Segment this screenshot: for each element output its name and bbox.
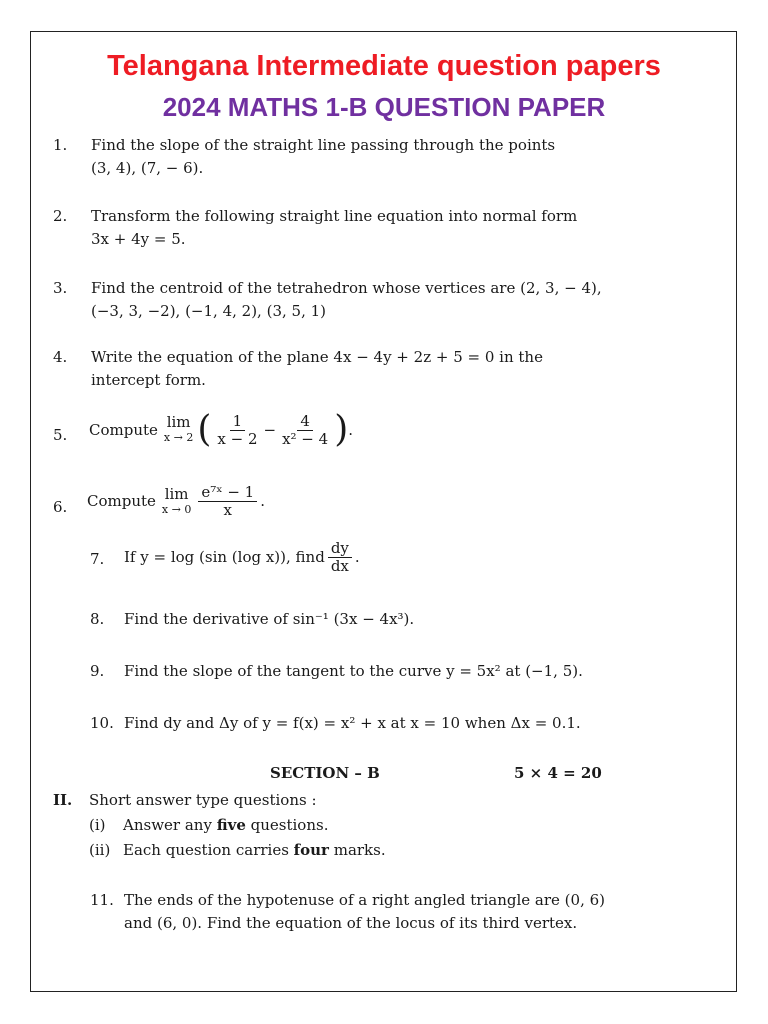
fraction: $\frac{\text{e⁷ˣ − 1}}{x}$ [198,484,257,519]
fraction-2: $\frac{4}{\text{x² − 4}}$ [282,411,329,448]
question-number: 2. [53,207,68,225]
question-text: Find dy and Δy of y = f(x) = x² + x at x = 10 when Δx = 0.1. [124,714,581,732]
compute-label: Compute [89,420,158,439]
question-number: 4. [53,348,68,366]
question-number: 5. [53,426,68,444]
question-number: 7. [90,550,105,568]
instruction-ii: (ii) Each question carries four marks. [89,841,386,859]
question-number: 9. [90,662,105,680]
question-number: 8. [90,610,105,628]
compute-label: Compute [87,492,156,510]
question-text: If y = log (sin (log x)), find [124,548,325,566]
question-number: 3. [53,279,68,297]
fraction: $\frac{dy}{dx}$ [328,540,352,575]
page-title: Telangana Intermediate question papers [107,50,661,82]
instructions-heading: Short answer type questions : [89,791,317,809]
limit-operator: lim x → 2 [163,413,194,444]
question-text-line1: The ends of the hypotenuse of a right angled triangle are (0, 6) [124,891,606,909]
question-text-line2: and (6, 0). Find the equation of the locus of its third vertex. [124,914,578,932]
question-number: 1. [53,136,68,154]
question-number: 6. [53,498,68,516]
instruction-i: (i) Answer any five questions. [89,816,329,834]
question-text-line1: Transform the following straight line equation into normal form [91,207,578,225]
question-text-line2: (3, 4), (7, − 6). [91,159,204,177]
section-title: SECTION – B [270,764,380,782]
question-text-line2: intercept form. [91,371,206,389]
section-number: II. [53,791,73,809]
question-number: 11. [90,891,114,909]
question-text-line1: Find the centroid of the tetrahedron whose vertices are (2, 3, − 4), [91,279,602,297]
question-text-line1: Find the slope of the straight line passing through the points [91,136,556,154]
question-text: Find the slope of the tangent to the curve y = 5x² at (−1, 5). [124,662,583,680]
question-text: Find the derivative of sin⁻¹ (3x − 4x³). [124,610,415,628]
question-text-line2: (−3, 3, −2), (−1, 4, 2), (3, 5, 1) [91,302,326,320]
limit-operator: lim x → 0 [161,484,192,516]
fraction-1: $\frac{1}{x - 2}$ [217,411,258,448]
question-number: 10. [90,714,114,732]
page-subtitle: 2024 MATHS 1-B QUESTION PAPER [162,92,606,122]
question-text-line2: 3x + 4y = 5. [91,230,186,248]
question-text-line1: Write the equation of the plane 4x − 4y + 2z + 5 = 0 in the [91,348,543,366]
section-marks: 5 × 4 = 20 [514,764,602,782]
